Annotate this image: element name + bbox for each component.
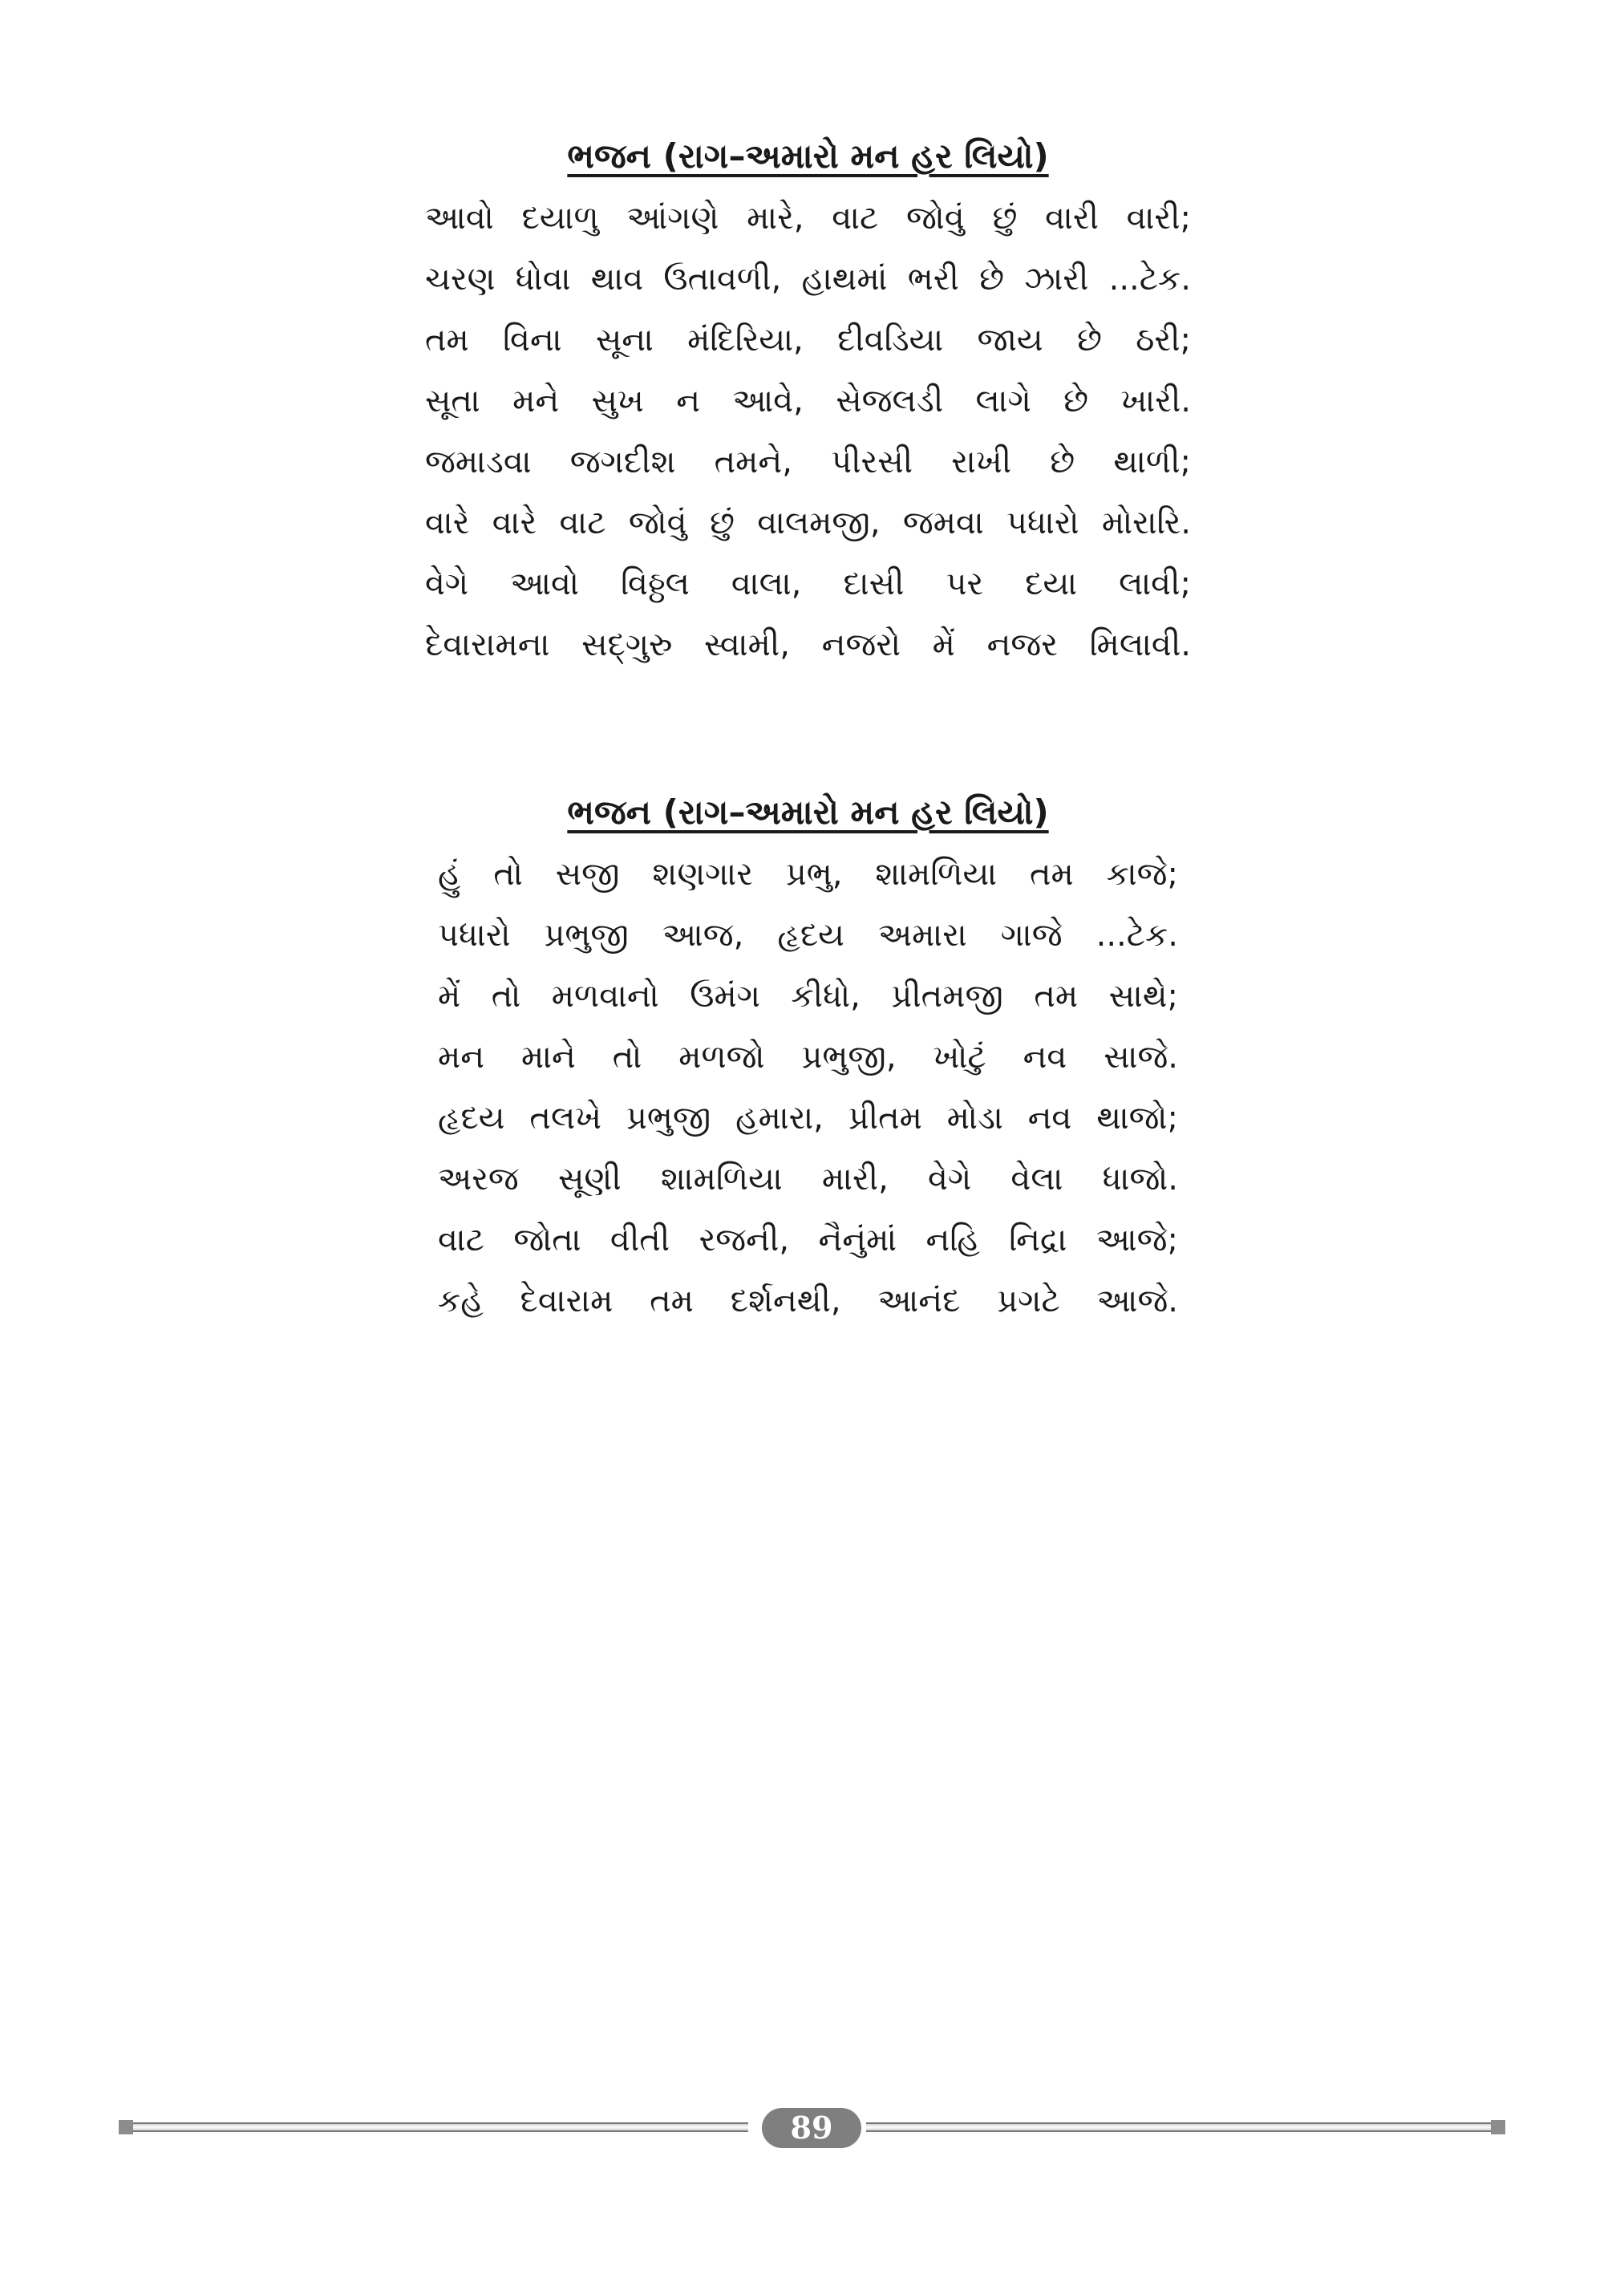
bhajan-section-2: [425, 784, 1191, 1331]
verse-line: હૃદય તલખે પ્રભુજી હમારા, પ્રીતમ મોડા નવ થાજો;: [438, 1100, 1178, 1137]
verse-line: પધારો પ્રભુજી આજ, હૃદય અમારા ગાજે ...ટેક.: [438, 917, 1178, 954]
footer-end-square: [119, 2120, 133, 2134]
bhajan-section-1: [425, 128, 1191, 675]
verse-line: તમ વિના સૂના મંદિરિયા, દીવડિયા જાય છે ઠરી;: [425, 322, 1191, 359]
footer-rule-left: [133, 2122, 748, 2132]
verse-line: સૂતા મને સુખ ન આવે, સેજલડી લાગે છે ખારી.: [425, 383, 1191, 420]
verse-line: જમાડવા જગદીશ તમને, પીરસી રાખી છે થાળી;: [425, 444, 1191, 480]
verse-line: મન માને તો મળજો પ્રભુજી, ખોટું નવ સાજે.: [438, 1039, 1178, 1076]
verse-line: વારે વારે વાટ જોવું છું વાલમજી, જમવા પધારો મોરારિ.: [425, 505, 1191, 541]
verse-line: હું તો સજી શણગાર પ્રભુ, શામળિયા તમ કાજે;: [438, 856, 1178, 893]
verse-lines: [425, 844, 1191, 1331]
verse-line: દેવારામના સદ્‌ગુરુ સ્વામી, નજરો મેં નજર મિલાવી.: [425, 626, 1191, 663]
verse-line: અરજ સૂણી શામળિયા મારી, વેગે વેલા ધાજો.: [438, 1161, 1178, 1198]
verse-lines: [425, 188, 1191, 675]
page-footer: [119, 2108, 1505, 2148]
bhajan-title: ભજન (રાગ–અમારો મન હર લિયો): [567, 792, 1049, 832]
verse-line: આવો દયાળુ આંગણે મારે, વાટ જોવું છું વારી વારી;: [425, 200, 1191, 237]
footer-rule-right: [866, 2122, 1491, 2132]
bhajan-title: ભજન (રાગ–અમારો મન હર લિયો): [567, 136, 1049, 176]
verse-line: ચરણ ધોવા થાવ ઉતાવળી, હાથમાં ભરી છે ઝારી ...ટેક.: [425, 261, 1191, 298]
verse-line: વેગે આવો વિઠ્ઠલ વાલા, દાસી પર દયા લાવી;: [425, 565, 1191, 602]
footer-end-square: [1491, 2120, 1505, 2134]
verse-line: વાટ જોતા વીતી રજની, નૈનુંમાં નહિ નિદ્રા આજે;: [438, 1222, 1178, 1259]
page-number: 89: [762, 2108, 861, 2148]
verse-line: મેં તો મળવાનો ઉમંગ કીધો, પ્રીતમજી તમ સાથે;: [438, 978, 1178, 1015]
verse-line: કહે દેવારામ તમ દર્શનથી, આનંદ પ્રગટે આજે.: [438, 1283, 1178, 1319]
